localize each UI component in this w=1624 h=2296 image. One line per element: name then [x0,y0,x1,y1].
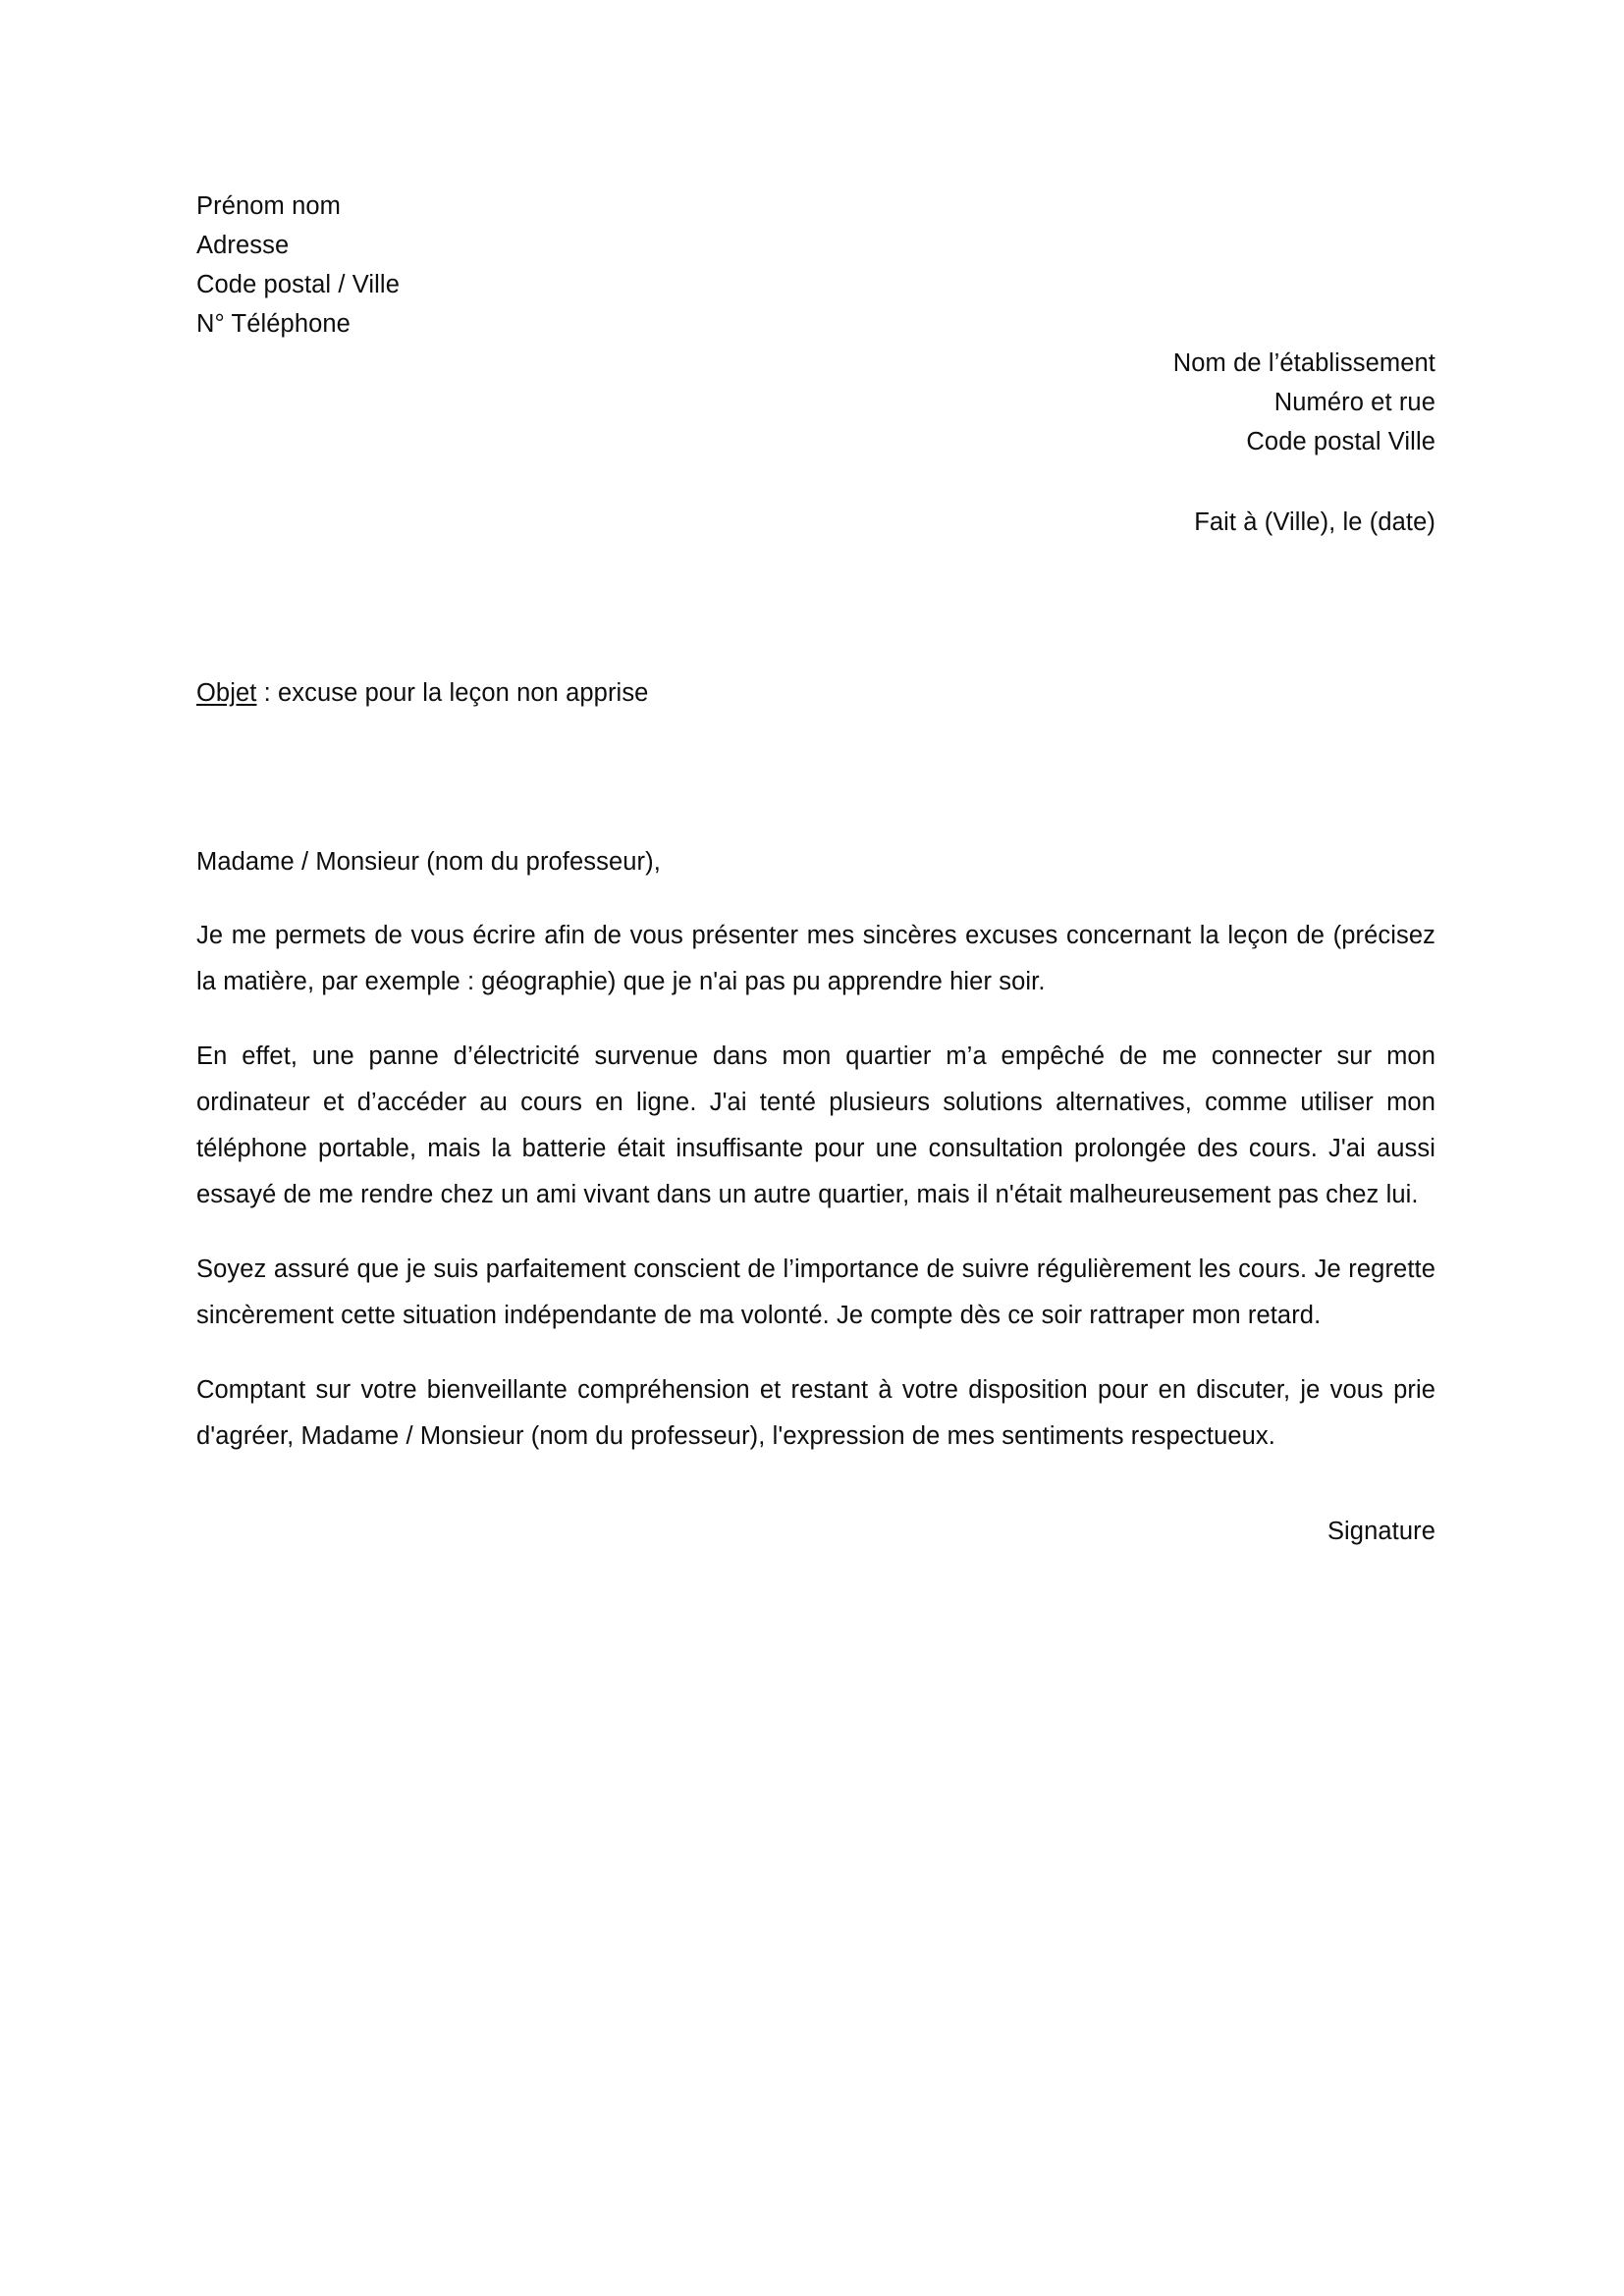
sender-address-block [196,187,884,344]
sender-street: Adresse [196,232,290,259]
recipient-postal-city: Code postal Ville [1246,428,1435,455]
sender-phone: N° Téléphone [196,310,351,338]
salutation: Madame / Monsieur (nom du professeur), [196,848,661,876]
subject-label: Objet [196,679,257,707]
subject-text: : excuse pour la leçon non apprise [256,679,649,707]
recipient-street: Numéro et rue [1273,389,1435,416]
recipient-address-block [552,344,1435,542]
place-and-date: Fait à (Ville), le (date) [1194,508,1435,536]
body-paragraph: Soyez assuré que je suis parfaitement conscient de l’importance de suivre régulièrement les cours. Je regrette sincèrement cette situation indépendante de ma volonté. Je compte dès ce soir rattraper mon retard. [196,1255,1435,1329]
body-paragraph: Comptant sur votre bienveillante compréhension et restant à votre disposition pour en discuter, je vous prie d'agréer, Madame / Monsieur (nom du professeur), l'expression de mes sentiments respectueux. [196,1376,1435,1450]
sender-postal-city: Code postal / Ville [196,271,400,298]
sender-name: Prénom nom [196,192,341,220]
letter-body [196,913,1435,1460]
body-paragraph: En effet, une panne d’électricité survenue dans mon quartier m’a empêché de me connecter sur mon ordinateur et d’accéder au cours en ligne. J'ai tenté plusieurs solutions alternatives, comme utiliser mon téléphone portable, mais la batterie était insuffisante pour une consultation prolongée des cours. J'ai aussi essayé de me rendre chez un ami vivant dans un autre quartier, mais il n'était malheureusement pas chez lui. [196,1042,1435,1208]
recipient-institution: Nom de l’établissement [1172,349,1435,377]
signature-line: Signature [1326,1518,1435,1545]
body-paragraph: Je me permets de vous écrire afin de vous présenter mes sincères excuses concernant la leçon de (précisez la matière, par exemple : géographie) que je n'ai pas pu apprendre hier soir. [196,922,1435,995]
subject-line [196,673,648,713]
